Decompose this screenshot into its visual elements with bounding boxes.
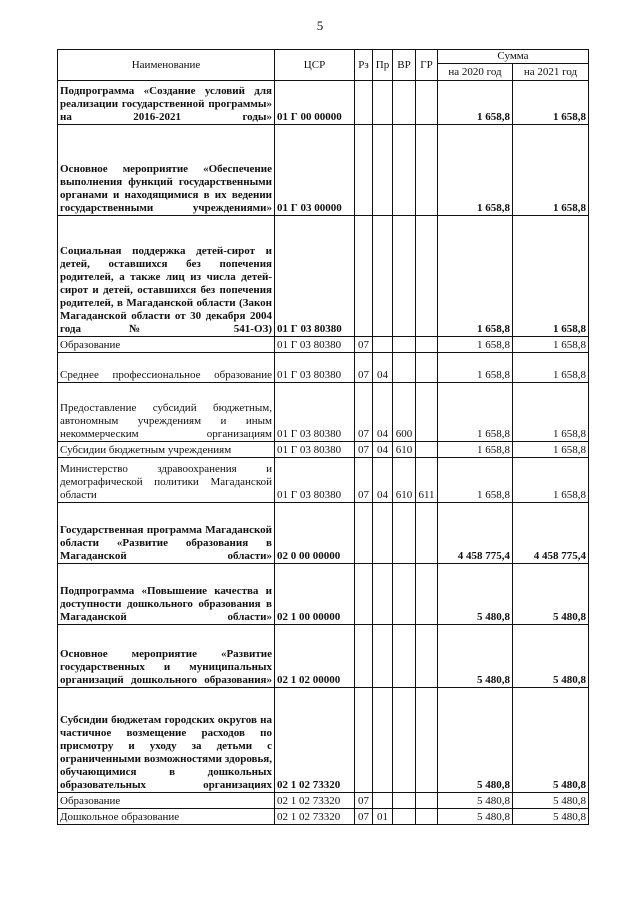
- row-gr: [416, 503, 438, 564]
- row-vr: [393, 793, 416, 809]
- row-sum-2020: 5 480,8: [438, 809, 513, 825]
- row-sum-2021: 1 658,8: [513, 337, 589, 353]
- row-vr: 610: [393, 442, 416, 458]
- row-name: Подпрограмма «Создание условий для реализации государственной программы» на 2016-2021 годы»: [58, 81, 275, 125]
- row-gr: [416, 125, 438, 216]
- row-vr: [393, 353, 416, 383]
- row-csr: 02 0 00 00000: [275, 503, 355, 564]
- row-csr: 01 Г 03 80380: [275, 442, 355, 458]
- row-rz: 07: [355, 383, 373, 442]
- row-sum-2021: 5 480,8: [513, 688, 589, 793]
- table-row: [58, 125, 589, 216]
- row-name: Основное мероприятие «Развитие государственных и муниципальных организаций дошкольного образования»: [58, 625, 275, 688]
- row-sum-2020: 1 658,8: [438, 337, 513, 353]
- row-name: Предоставление субсидий бюджетным, автономным учреждениям и иным некоммерческим организациям: [58, 383, 275, 442]
- row-csr: 02 1 02 73320: [275, 688, 355, 793]
- row-vr: [393, 216, 416, 337]
- row-sum-2021: 5 480,8: [513, 809, 589, 825]
- row-sum-2020: 1 658,8: [438, 353, 513, 383]
- row-gr: [416, 216, 438, 337]
- row-vr: [393, 809, 416, 825]
- row-pr: [373, 81, 393, 125]
- row-name: Подпрограмма «Повышение качества и доступности дошкольного образования в Магаданской области»: [58, 564, 275, 625]
- row-csr: 01 Г 03 80380: [275, 458, 355, 503]
- row-vr: 610: [393, 458, 416, 503]
- table-row: [58, 564, 589, 625]
- row-pr: 01: [373, 809, 393, 825]
- row-sum-2020: 5 480,8: [438, 625, 513, 688]
- table-row: [58, 337, 589, 353]
- row-name: Образование: [58, 337, 275, 353]
- row-vr: [393, 125, 416, 216]
- table-row: [58, 442, 589, 458]
- row-rz: 07: [355, 809, 373, 825]
- row-vr: 600: [393, 383, 416, 442]
- row-sum-2021: 1 658,8: [513, 383, 589, 442]
- row-csr: 01 Г 03 00000: [275, 125, 355, 216]
- row-csr: 01 Г 03 80380: [275, 337, 355, 353]
- row-name: Субсидии бюджетам городских округов на частичное возмещение расходов по присмотру и уходу за детьми с ограниченными возможностями здоровья, обучающимися в дошкольных образовательных организациях: [58, 688, 275, 793]
- row-vr: [393, 81, 416, 125]
- row-vr: [393, 564, 416, 625]
- row-vr: [393, 337, 416, 353]
- header-name: Наименование: [58, 50, 275, 81]
- row-sum-2021: 5 480,8: [513, 564, 589, 625]
- row-sum-2020: 1 658,8: [438, 383, 513, 442]
- table-row: [58, 353, 589, 383]
- row-gr: [416, 688, 438, 793]
- table-row: [58, 688, 589, 793]
- row-sum-2020: 1 658,8: [438, 442, 513, 458]
- row-rz: 07: [355, 442, 373, 458]
- row-name: Государственная программа Магаданской области «Развитие образования в Магаданской области»: [58, 503, 275, 564]
- row-csr: 02 1 00 00000: [275, 564, 355, 625]
- header-year-2020: на 2020 год: [438, 64, 513, 81]
- table-row: [58, 216, 589, 337]
- row-name: Социальная поддержка детей-сирот и детей, оставшихся без попечения родителей, а также лиц из числа детей-сирот и детей, оставшихся без попечения родителей, в Магаданской области (Закон Магаданской области от 30 декабря 2004 года № 541-ОЗ): [58, 216, 275, 337]
- row-sum-2021: 5 480,8: [513, 793, 589, 809]
- row-gr: [416, 809, 438, 825]
- row-gr: 611: [416, 458, 438, 503]
- row-pr: [373, 503, 393, 564]
- row-pr: [373, 125, 393, 216]
- table-row: [58, 458, 589, 503]
- header-vr: ВР: [393, 50, 416, 81]
- row-csr: 01 Г 03 80380: [275, 216, 355, 337]
- row-sum-2021: 1 658,8: [513, 216, 589, 337]
- row-pr: [373, 793, 393, 809]
- row-rz: [355, 688, 373, 793]
- row-rz: [355, 564, 373, 625]
- row-name: Министерство здравоохранения и демографической политики Магаданской области: [58, 458, 275, 503]
- row-sum-2020: 1 658,8: [438, 81, 513, 125]
- row-gr: [416, 564, 438, 625]
- budget-table: [57, 49, 589, 825]
- row-rz: [355, 81, 373, 125]
- row-name: Образование: [58, 793, 275, 809]
- row-sum-2021: 1 658,8: [513, 442, 589, 458]
- row-gr: [416, 793, 438, 809]
- table-row: [58, 625, 589, 688]
- table-row: [58, 81, 589, 125]
- row-sum-2020: 5 480,8: [438, 688, 513, 793]
- header-year-2021: на 2021 год: [513, 64, 589, 81]
- row-vr: [393, 625, 416, 688]
- row-gr: [416, 81, 438, 125]
- row-pr: 04: [373, 442, 393, 458]
- row-rz: 07: [355, 353, 373, 383]
- row-rz: [355, 216, 373, 337]
- table-row: [58, 793, 589, 809]
- table-row: [58, 503, 589, 564]
- row-rz: 07: [355, 458, 373, 503]
- row-name: Основное мероприятие «Обеспечение выполнения функций государственными органами и находящимися в их ведении государственными учреждениями»: [58, 125, 275, 216]
- row-csr: 02 1 02 73320: [275, 793, 355, 809]
- row-pr: 04: [373, 383, 393, 442]
- row-rz: [355, 625, 373, 688]
- row-gr: [416, 337, 438, 353]
- row-pr: [373, 688, 393, 793]
- row-rz: 07: [355, 337, 373, 353]
- row-sum-2021: 5 480,8: [513, 625, 589, 688]
- row-sum-2020: 1 658,8: [438, 458, 513, 503]
- header-gr: ГР: [416, 50, 438, 81]
- row-rz: 07: [355, 793, 373, 809]
- table-row: [58, 809, 589, 825]
- row-sum-2021: 1 658,8: [513, 81, 589, 125]
- row-rz: [355, 125, 373, 216]
- row-sum-2021: 4 458 775,4: [513, 503, 589, 564]
- row-sum-2020: 4 458 775,4: [438, 503, 513, 564]
- header-pr: Пр: [373, 50, 393, 81]
- row-gr: [416, 383, 438, 442]
- row-sum-2021: 1 658,8: [513, 125, 589, 216]
- row-rz: [355, 503, 373, 564]
- row-sum-2021: 1 658,8: [513, 458, 589, 503]
- row-csr: 01 Г 03 80380: [275, 383, 355, 442]
- row-sum-2020: 5 480,8: [438, 564, 513, 625]
- row-csr: 01 Г 03 80380: [275, 353, 355, 383]
- row-pr: [373, 625, 393, 688]
- row-csr: 02 1 02 00000: [275, 625, 355, 688]
- row-sum-2020: 5 480,8: [438, 793, 513, 809]
- row-pr: 04: [373, 353, 393, 383]
- row-sum-2021: 1 658,8: [513, 353, 589, 383]
- table-row: [58, 383, 589, 442]
- row-name: Среднее профессиональное образование: [58, 353, 275, 383]
- row-name: Субсидии бюджетным учреждениям: [58, 442, 275, 458]
- row-vr: [393, 688, 416, 793]
- row-name: Дошкольное образование: [58, 809, 275, 825]
- row-gr: [416, 625, 438, 688]
- row-sum-2020: 1 658,8: [438, 216, 513, 337]
- row-csr: 02 1 02 73320: [275, 809, 355, 825]
- header-rz: Рз: [355, 50, 373, 81]
- row-gr: [416, 442, 438, 458]
- header-sum: Сумма: [438, 50, 589, 64]
- row-sum-2020: 1 658,8: [438, 125, 513, 216]
- row-gr: [416, 353, 438, 383]
- row-pr: [373, 564, 393, 625]
- row-vr: [393, 503, 416, 564]
- page-number: 5: [316, 18, 324, 33]
- header-csr: ЦСР: [275, 50, 355, 81]
- row-pr: [373, 337, 393, 353]
- row-csr: 01 Г 00 00000: [275, 81, 355, 125]
- row-pr: [373, 216, 393, 337]
- row-pr: 04: [373, 458, 393, 503]
